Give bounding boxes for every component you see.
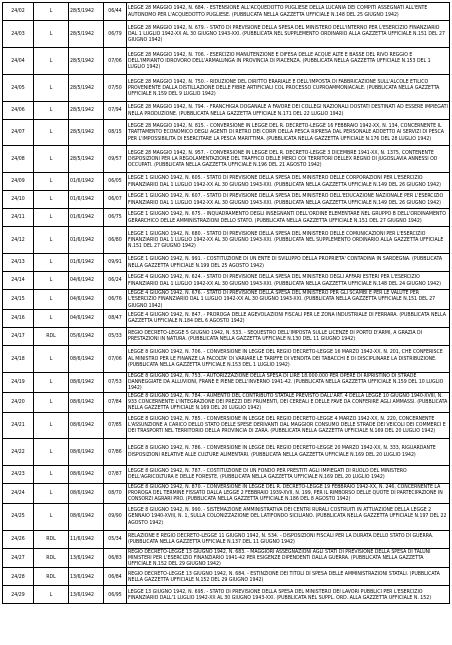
- act-description: RELAZIONE E REGIO DECRETO-LEGGE 11 GIUGNO 1942, N. 534. - DISPOSIZIONI FISCALI PER LA DURATA DELLO STATO DI GUERRA. (PUBBLICATA NELLA GAZZETTA UFFICIALE N.137 DEL 11 GIUGNO 1942): [127, 530, 450, 548]
- act-number: 07/50: [104, 75, 127, 102]
- act-type: L: [34, 146, 69, 173]
- act-description: LEGGE 8 GIUGNO 1942, N. 784. - AUMENTO DEL CONTRIBUTO STATALE PREVISTO DALL'ART. 4 DELLA LEGGE 10 GIUGNO 1940-XVIII, N. 933 CONCERNENTE L'INTEGRAZIONE DEI PREZZI DEI FRUMENTI, DEI CEREALI E DELLE FAVE DA CONFERIRE AGLI AMMASSI. (PUBBLICATA NELLA GAZZETTA UFFICIALE N.169 DEL 20 LUGLIO 1942): [127, 392, 450, 412]
- table-row: [3, 392, 450, 412]
- act-description: LEGGE 4 GIUGNO 1942, N. 676. - STATO DI PREVISIONE DELLA SPESA DEL MINISTERO PER GLI SCAMBI E PER LE VALUTE PER L'ESERCIZIO FINANZIARIO DAL 1 LUGLIO 1942-XX AL 30 GIUGNO 1943-XXI. (PUBBLICATA NELLA GAZZETTA UFFICIALE N.151 DEL 27 GIUGNO 1942): [127, 290, 450, 310]
- act-description: LEGGE 1 GIUGNO 1942, N. 607. - STATO DI PREVISIONE DELLA SPESA DEL MINISTERO DELL'EDUCAZIONE NAZIONALE PER L'ESERCIZIO FINANZIARIO DAL 1 LUGLIO 1942-XX AL 30 GIUGNO 1943-XXI. (PUBBLICATA NELLA GAZZETTA UFFICIALE N.149 DEL 26 GIUGNO 1942): [127, 191, 450, 209]
- act-type: L: [34, 102, 69, 120]
- act-number: 05/33: [104, 327, 127, 345]
- table-row: [3, 290, 450, 310]
- act-description: LEGGE 28 MAGGIO 1942, N. 815. - CONVERSIONE IN LEGGE DEL R. DECRETO-LEGGE 16 FEBBRAIO 1942-XX, N. 134, CONCERNENTE IL TRATTAMENTO ECONOMICO DEGLI AGENTI DI RETRO DEI CORPI DELLA PESCA RIPRESA DAL PERSONALE ADDETTO AI SERVIZI DI PESCA PER L'IMPOSSIBILITA DI ESERCITARE LA PESCA MARITTIMA. (PUBBLICATA NELLA GAZZETTA UFFICIALE N.176 DEL 28 LUGLIO 1942): [127, 120, 450, 146]
- act-date: 28/5/1942: [69, 120, 104, 146]
- act-date: 01/6/1942: [69, 254, 104, 272]
- table-row: [3, 503, 450, 530]
- act-number: 07/06: [104, 345, 127, 372]
- act-description: LEGGE 13 GIUGNO 1942, N. 695. - STATO DI PREVISIONE DELLA SPESA DEL MINISTERO DEI LAVORI PUBBLICI PER L'ESERCIZIO FINANZIARIO DALL'1 LUGLIO 1942-XX AL 30 GIUGNO 1943-XXI. (PUBBLICATA NEL SUPPL. ORD. ALLA GAZZETTA UFFICIALE N. 152): [127, 586, 450, 604]
- record-id: 24/02: [3, 3, 34, 21]
- act-type: L: [34, 290, 69, 310]
- act-date: 05/6/1942: [69, 327, 104, 345]
- act-description: REGIO DECRETO-LEGGE 13 GIUGNO 1942, N. 684. - ESTINZIONE DEI TITOLI DI SPESA DELLE AMMINISTRAZIONI STATALI. (PUBBLICATA NELLA GAZZETTA UFFICIALE N.152 DEL 29 GIUGNO 1942): [127, 568, 450, 586]
- act-number: 06/07: [104, 191, 127, 209]
- act-type: L: [34, 372, 69, 392]
- act-date: 28/5/1942: [69, 102, 104, 120]
- act-type: L: [34, 483, 69, 503]
- act-number: 07/86: [104, 438, 127, 465]
- record-id: 24/29: [3, 586, 34, 604]
- act-type: L: [34, 209, 69, 227]
- act-type: L: [34, 191, 69, 209]
- table-row: [3, 530, 450, 548]
- table-row: [3, 254, 450, 272]
- act-type: RDL: [34, 568, 69, 586]
- table-row: [3, 75, 450, 102]
- table-row: [3, 586, 450, 604]
- act-type: L: [34, 48, 69, 75]
- table-row: [3, 48, 450, 75]
- record-id: 24/22: [3, 438, 34, 465]
- act-number: 07/84: [104, 392, 127, 412]
- act-description: LEGGE 8 GIUGNO 1942, N. 870. - CONVERSIONE IN LEGGE DEL R. DECRETO-LEGGE 19 FEBBRAIO 1942-XX, N. 246, CONCERNENTE LA PROROGA DEL TERMINE FISSATO DALLA LEGGE 2 FEBBRAIO 1939-XVII, N. 199, PER IL RIMBORSO DELLE QUOTE DI PARTECIPAZIONE IN CONSORZI AGRARI PRO. (PUBBLICATA NELLA GAZZETTA UFFICIALE N.186 DEL 8 AGOSTO 1942): [127, 483, 450, 503]
- record-id: 24/17: [3, 327, 34, 345]
- act-number: 06/24: [104, 272, 127, 290]
- record-id: 24/27: [3, 548, 34, 568]
- table-row: [3, 465, 450, 483]
- act-description: LEGGE 1 GIUGNO 1942, N. 605. - STATO DI PREVISIONE DELLA SPESA DEL MINISTERO DELLE CORPORAZIONI PER L'ESERCIZIO FINANZIARIO DAL 1 LUGLIO 1942-XX AL 30 GIUGNO 1943-XXI. (PUBBLICATA NELLA GAZZETTA UFFICIALE N.149 DEL 26 GIUGNO 1942): [127, 173, 450, 191]
- record-id: 24/10: [3, 191, 34, 209]
- record-id: 24/24: [3, 483, 34, 503]
- act-number: 07/94: [104, 102, 127, 120]
- act-type: L: [34, 586, 69, 604]
- act-date: 01/6/1942: [69, 191, 104, 209]
- record-id: 24/05: [3, 75, 34, 102]
- table-row: [3, 483, 450, 503]
- record-id: 24/03: [3, 21, 34, 48]
- act-type: L: [34, 392, 69, 412]
- table-row: [3, 3, 450, 21]
- act-date: 08/6/1942: [69, 392, 104, 412]
- record-id: 24/21: [3, 412, 34, 438]
- table-row: [3, 146, 450, 173]
- act-date: 28/5/1942: [69, 75, 104, 102]
- act-date: 13/6/1942: [69, 568, 104, 586]
- table-row: [3, 120, 450, 146]
- act-number: 06/80: [104, 227, 127, 254]
- act-date: 11/6/1942: [69, 530, 104, 548]
- act-date: 08/6/1942: [69, 465, 104, 483]
- act-number: 06/75: [104, 209, 127, 227]
- act-description: LEGGE 8 GIUGNO 1942, N. 706. - CONVERSIONE IN LEGGE DEL REGIO DECRETO-LEGGE 16 MARZO 1942-XX, N. 201, CHE CONFERISCE AL MINISTRO PER LE FINANZE LA FACOLTA' DI VARIARE LE TARIFFE DI VENDITA DEI TABACCHI E DI DISCIPLINARE LA DISTRIBUZIONE. (PUBBLICATA NELLA GAZZETTA UFFICIALE N.153 DEL 1 LUGLIO 1942): [127, 345, 450, 372]
- act-number: 09/57: [104, 146, 127, 173]
- record-id: 24/14: [3, 272, 34, 290]
- act-number: 08/47: [104, 309, 127, 327]
- table-row: [3, 227, 450, 254]
- act-description: LEGGE 28 MAGGIO 1942, N. 684. - ESTENSIONE ALL'ACQUEDOTTO PUGLIESE DELLA LUCANIA DEI COMPITI ASSEGNATI ALL'ENTE AUTONOMO PER L'ACQUEDOTTO PUGLIESE. (PUBBLICATA NELLA GAZZETTA UFFICIALE N.148 DEL 25 GIUGNO 1942): [127, 3, 450, 21]
- act-description: LEGGE 1 GIUGNO 1942, N. 675. - INQUADRAMENTO DEGLI INSEGNANTI DELL'ORDINE ELEMENTARE NEL GRUPPO B DELL'ORDINAMENTO GERARCHICO DELLE AMMINISTRAZIONI DELLO STATO. (PUBBLICATA NELLA GAZZETTA UFFICIALE N.151 DEL 27 GIUGNO 1942): [127, 209, 450, 227]
- table-row: [3, 327, 450, 345]
- act-description: LEGGE 28 MAGGIO 1942, N. 679. - STATO DI PREVISIONE DELLA SPESA DEL MINISTERO DELL'INTERNO PER L'ESERCIZIO FINANZIARIO DAL 1 LUGLIO 1942-XX AL 30 GIUGNO 1943-XXI. (PUBBLICATA NEL SUPPLEMENTO ORDINARIO ALLA GAZZETTA UFFICIALE N.151 DEL 27 GIUGNO 1942): [127, 21, 450, 48]
- act-type: L: [34, 254, 69, 272]
- act-description: LEGGE 28 MAGGIO 1942, N. 706. - ESERCIZIO MANUTENZIONE E DIFESA DELLE ACQUE ALTE E BASSE DEL RIVO REGGIO E DELL'IMPIANTO IDROVORO DELL'ARMALUNGA IN PROVINCIA DI PIACENZA. (PUBBLICATA NELLA GAZZETTA UFFICIALE N.153 DEL 1 LUGLIO 1942): [127, 48, 450, 75]
- act-type: L: [34, 345, 69, 372]
- table-row: [3, 272, 450, 290]
- table-row: [3, 191, 450, 209]
- act-type: L: [34, 465, 69, 483]
- act-date: 08/6/1942: [69, 345, 104, 372]
- record-id: 24/08: [3, 146, 34, 173]
- act-date: 08/6/1942: [69, 483, 104, 503]
- act-number: 08/70: [104, 483, 127, 503]
- act-number: 06/44: [104, 3, 127, 21]
- act-number: 09/91: [104, 254, 127, 272]
- act-date: 28/5/1942: [69, 21, 104, 48]
- table-row: [3, 309, 450, 327]
- act-description: LEGGE 4 GIUGNO 1942, N. 624. - STATO DI PREVISIONE DELLA SPESA DEL MINISTERO DEGLI AFFARI ESTERI PER L'ESERCIZIO FINANZIARIO DAL 1 LUGLIO 1942-XX AL 30 GIUGNO 1943-XXI. (PUBBLICATA NELLA GAZZETTA UFFICIALE N.148 DEL 24 GIUGNO 1942): [127, 272, 450, 290]
- act-type: L: [34, 503, 69, 530]
- act-date: 28/5/1942: [69, 146, 104, 173]
- act-description: LEGGE 1 GIUGNO 1942, N. 680. - STATO DI PREVISIONE DELLA SPESA DEL MINISTERO DELLE COMUNICAZIONI PER L'ESERCIZIO FINANZIARIO DAL 1 LUGLIO 1942-XX AL 30 GIUGNO 1943-XXI. (PUBBLICATA NEL SUPPLEMENTO ORDINARIO ALLA GAZZETTA UFFICIALE N.151 DEL 27 GIUGNO 1942): [127, 227, 450, 254]
- act-description: REGIO DECRETO-LEGGE 13 GIUGNO 1942, N. 683. - MAGGIORI ASSEGNAZIONI AGLI STATI DI PREVISIONE DELLA SPESA DI TALUNI MINISTERI PER L'ESERCIZIO FINANZIARIO 1941-42 PER ESIGENZE DIPENDENTI DALLA GUERRA. (PUBBLICATA NELLA GAZZETTA UFFICIALE N.152 DEL 29 GIUGNO 1942): [127, 548, 450, 568]
- act-description: LEGGE 28 MAGGIO 1942, N. 794. - FRANCHIGIA DOGANALE A FAVORE DEI COLLEGI NAZIONALI DOSTATI DESTINATI AD ESSERE IMPIEGATI NELLA PRODUZIONE. (PUBBLICATA NELLA GAZZETTA UFFICIALE N.171 DEL 22 LUGLIO 1942): [127, 102, 450, 120]
- record-id: 24/26: [3, 530, 34, 548]
- act-number: 07/06: [104, 48, 127, 75]
- record-id: 24/09: [3, 173, 34, 191]
- act-date: 04/6/1942: [69, 290, 104, 310]
- act-date: 01/6/1942: [69, 227, 104, 254]
- act-description: LEGGE 8 GIUGNO 1942, N. 753. - AUTORIZZAZIONE DELLA SPESA DI LIRE 18.000.000 PER OPERE DI RIPRISTINO DI STRADE DANNEGGIATE DA ALLUVIONI, FRANE E PIENE DELL'INVERNO 1941-42. (PUBBLICATA NELLA GAZZETTA UFFICIALE N.159 DEL 10 LUGLIO 1942): [127, 372, 450, 392]
- register-rows: [3, 3, 450, 604]
- act-type: L: [34, 120, 69, 146]
- act-type: L: [34, 272, 69, 290]
- act-type: L: [34, 309, 69, 327]
- table-row: [3, 21, 450, 48]
- act-description: LEGGE 28 MAGGIO 1942, N. 750. - RIDUZIONE DEL DIRITTO ERARIALE E DELL'IMPOSTA DI FABBRICAZIONE SULL'ALCOLE ETILICO PROVENIENTE DALLA DISTILLAZIONE DELLE FIBRE ARTIFICIALI COL PROCESSO CUPROAMMONIACALE. (PUBBLICATA NELLA GAZZETTA UFFICIALE N.159 DEL 9 LUGLIO 1942): [127, 75, 450, 102]
- act-date: 04/6/1942: [69, 272, 104, 290]
- act-date: 08/6/1942: [69, 372, 104, 392]
- act-number: 07/87: [104, 465, 127, 483]
- act-type: RDL: [34, 327, 69, 345]
- act-description: LEGGE 8 GIUGNO 1942, N. 990. - SISTEMAZIONE AMMINISTRATIVA DEI CENTRI RURALI COSTRUITI IN ATTUAZIONE DELLA LEGGE 2 GENNAIO 1940-XVIII, N. 1, SULLA COLONIZZAZIONE DEL LATIFONDO SICILIANO. (PUBBLICATA NELLA GAZZETTA UFFICIALE N.197 DEL 22 AGOSTO 1942): [127, 503, 450, 530]
- table-row: [3, 568, 450, 586]
- act-type: L: [34, 75, 69, 102]
- record-id: 24/20: [3, 392, 34, 412]
- act-description: LEGGE 4 GIUGNO 1942, N. 847. - PROROGA DELLE AGEVOLAZIONI FISCALI PER LE ZONA INDUSTRIALE DI FERRARA. (PUBBLICATA NELLA GAZZETTA UFFICIALE N.184 DEL 6 AGOSTO 1942): [127, 309, 450, 327]
- act-number: 06/84: [104, 568, 127, 586]
- act-date: 04/6/1942: [69, 309, 104, 327]
- act-type: L: [34, 412, 69, 438]
- act-number: 06/05: [104, 173, 127, 191]
- record-id: 24/28: [3, 568, 34, 586]
- act-number: 07/53: [104, 372, 127, 392]
- act-date: 08/6/1942: [69, 438, 104, 465]
- table-row: [3, 548, 450, 568]
- act-type: RDL: [34, 548, 69, 568]
- act-number: 06/83: [104, 548, 127, 568]
- act-number: 05/34: [104, 530, 127, 548]
- act-description: LEGGE 1 GIUGNO 1942, N. 991. - COSTITUZIONE DI UN ENTE DI SVILUPPO DELLA PROPRIETA' CONTADINA IN SARDEGNA. (PUBBLICATA NELLA GAZZETTA UFFICIALE N.199 DEL 25 AGOSTO 1942): [127, 254, 450, 272]
- table-row: [3, 173, 450, 191]
- act-number: 08/15: [104, 120, 127, 146]
- table-row: [3, 102, 450, 120]
- table-row: [3, 209, 450, 227]
- act-type: L: [34, 227, 69, 254]
- table-row: [3, 372, 450, 392]
- act-date: 08/6/1942: [69, 503, 104, 530]
- table-row: [3, 345, 450, 372]
- record-id: 24/11: [3, 209, 34, 227]
- register-table: [2, 2, 450, 604]
- record-id: 24/06: [3, 102, 34, 120]
- record-id: 24/04: [3, 48, 34, 75]
- act-type: L: [34, 438, 69, 465]
- record-id: 24/12: [3, 227, 34, 254]
- record-id: 24/13: [3, 254, 34, 272]
- act-number: 06/76: [104, 290, 127, 310]
- record-id: 24/25: [3, 503, 34, 530]
- act-date: 13/6/1942: [69, 548, 104, 568]
- record-id: 24/19: [3, 372, 34, 392]
- record-id: 24/23: [3, 465, 34, 483]
- act-type: L: [34, 3, 69, 21]
- record-id: 24/07: [3, 120, 34, 146]
- table-row: [3, 412, 450, 438]
- act-date: 28/5/1942: [69, 3, 104, 21]
- act-number: 06/79: [104, 21, 127, 48]
- act-number: 06/95: [104, 586, 127, 604]
- record-id: 24/15: [3, 290, 34, 310]
- act-type: L: [34, 173, 69, 191]
- act-date: 01/6/1942: [69, 209, 104, 227]
- act-description: REGIO DECRETO-LEGGE 5 GIUGNO 1942, N. 533. - SEQUESTRO DELL'IMPOSTA SULLE LICENZE DI PORTO D'ARMI, A GRAZIA DI PRESTAZIONI IN NATURA. (PUBBLICATA NELLA GAZZETTA UFFICIALE N.130 DEL 11 GIUGNO 1942): [127, 327, 450, 345]
- table-row: [3, 438, 450, 465]
- act-date: 01/6/1942: [69, 173, 104, 191]
- act-description: LEGGE 28 MAGGIO 1942, N. 957. - CONVERSIONE IN LEGGE DEL R. DECRETO-LEGGE 3 DICEMBRE 1941-XX, N. 1375, CONTENENTE DISPOSIZIONI PER LA REGOLAMENTAZIONE DEL TRAFFICO DELLE MERCI COI TERRITORI DELLEX REGNO DI JUGOSLAVIA ANNESSI OD OCCUPATI. (PUBBLICATA NELLA GAZZETTA UFFICIALE N.196 DEL 21 AGOSTO 1942): [127, 146, 450, 173]
- act-type: L: [34, 21, 69, 48]
- act-type: RDL: [34, 530, 69, 548]
- act-date: 13/6/1942: [69, 586, 104, 604]
- record-id: 24/16: [3, 309, 34, 327]
- act-description: LEGGE 8 GIUGNO 1942, N. 785. - CONVERSIONE IN LEGGE DEL REGIO DECRETO-LEGGE 4 MARZO 1942-XX, N. 220, CONCERNENTE L'ASSUNZIONE A CARICO DELLO STATO DELLE SPESE DERIVANTI DAL MAGGIOR CONSUMO DELLE STRADE DEI VEICOLI DEI COMMERCI E DEI TRASPORTI NEL TERRITORIO DELLA PROVINCIA DI ZARA. (PUBBLICATA NELLA GAZZETTA UFFICIALE N.169 DEL 20 LUGLIO 1942): [127, 412, 450, 438]
- act-number: 07/85: [104, 412, 127, 438]
- act-date: 08/6/1942: [69, 412, 104, 438]
- act-number: 09/90: [104, 503, 127, 530]
- act-description: LEGGE 8 GIUGNO 1942, N. 787. - COSTITUZIONE DI UN FONDO PER PRESTITI AGLI IMPIEGATI DI RUOLO DEL MINISTERO DELL'AGRICOLTURA E DELLE FORESTE. (PUBBLICATA NELLA GAZZETTA UFFICIALE N.169 DEL 20 LUGLIO 1942): [127, 465, 450, 483]
- act-description: LEGGE 8 GIUGNO 1942, N. 786. - CONVERSIONE IN LEGGE DEL REGIO DECRETO-LEGGE 20 MARZO 1942-XX, N. 333, RIGUARDANTE DISPOSIZIONI RELATIVE ALLE CULTURE ALIMENTARI. (PUBBLICATA NELLA GAZZETTA UFFICIALE N.169 DEL 20 LUGLIO 1942): [127, 438, 450, 465]
- record-id: 24/18: [3, 345, 34, 372]
- act-date: 28/5/1942: [69, 48, 104, 75]
